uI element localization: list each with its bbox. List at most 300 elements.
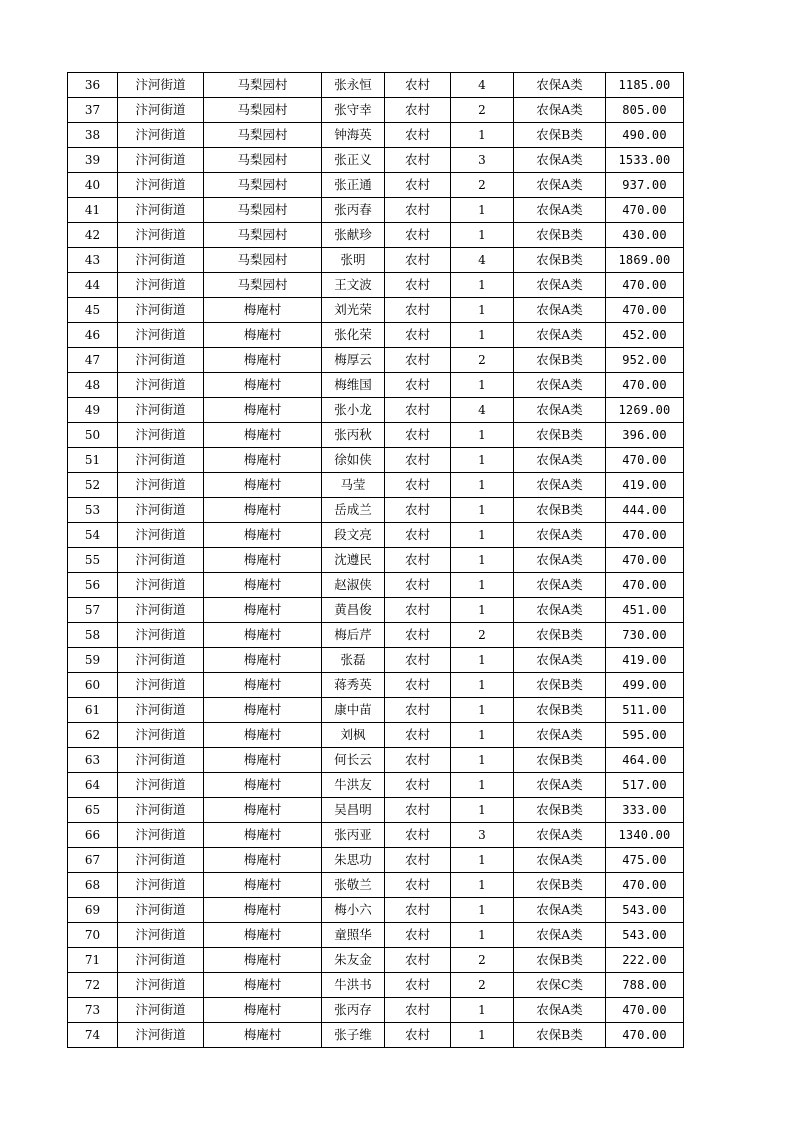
insurance-category-cell: 农保B类	[514, 948, 606, 973]
member-count-cell: 1	[451, 673, 514, 698]
street-cell: 汴河街道	[118, 348, 204, 373]
member-count-cell: 1	[451, 698, 514, 723]
insurance-category-cell: 农保B类	[514, 673, 606, 698]
insurance-category-cell: 农保A类	[514, 473, 606, 498]
member-count-cell: 1	[451, 223, 514, 248]
amount-cell: 475.00	[606, 848, 684, 873]
table-row	[68, 323, 684, 348]
member-count-cell: 2	[451, 623, 514, 648]
person-name-cell: 张丙亚	[322, 823, 385, 848]
row-number-cell: 62	[68, 723, 118, 748]
table-row	[68, 248, 684, 273]
amount-cell: 470.00	[606, 548, 684, 573]
table-row	[68, 773, 684, 798]
insurance-category-cell: 农保A类	[514, 598, 606, 623]
household-type-cell: 农村	[385, 873, 451, 898]
row-number-cell: 52	[68, 473, 118, 498]
street-cell: 汴河街道	[118, 198, 204, 223]
member-count-cell: 1	[451, 373, 514, 398]
household-type-cell: 农村	[385, 398, 451, 423]
village-cell: 梅庵村	[204, 298, 322, 323]
amount-cell: 543.00	[606, 898, 684, 923]
village-cell: 梅庵村	[204, 673, 322, 698]
street-cell: 汴河街道	[118, 498, 204, 523]
member-count-cell: 1	[451, 548, 514, 573]
row-number-cell: 69	[68, 898, 118, 923]
table-row	[68, 298, 684, 323]
household-type-cell: 农村	[385, 973, 451, 998]
insurance-category-cell: 农保A类	[514, 998, 606, 1023]
insurance-category-cell: 农保B类	[514, 623, 606, 648]
village-cell: 马梨园村	[204, 98, 322, 123]
row-number-cell: 63	[68, 748, 118, 773]
row-number-cell: 58	[68, 623, 118, 648]
amount-cell: 464.00	[606, 748, 684, 773]
table-row	[68, 123, 684, 148]
table-row	[68, 848, 684, 873]
amount-cell: 452.00	[606, 323, 684, 348]
person-name-cell: 张丙秋	[322, 423, 385, 448]
member-count-cell: 1	[451, 798, 514, 823]
person-name-cell: 张化荣	[322, 323, 385, 348]
insurance-category-cell: 农保B类	[514, 748, 606, 773]
street-cell: 汴河街道	[118, 423, 204, 448]
member-count-cell: 1	[451, 273, 514, 298]
table-row	[68, 223, 684, 248]
village-cell: 梅庵村	[204, 923, 322, 948]
person-name-cell: 沈遵民	[322, 548, 385, 573]
member-count-cell: 4	[451, 73, 514, 98]
person-name-cell: 朱思功	[322, 848, 385, 873]
insurance-category-cell: 农保A类	[514, 198, 606, 223]
person-name-cell: 岳成兰	[322, 498, 385, 523]
street-cell: 汴河街道	[118, 723, 204, 748]
table-row	[68, 448, 684, 473]
table-row	[68, 373, 684, 398]
person-name-cell: 黄昌俊	[322, 598, 385, 623]
person-name-cell: 童照华	[322, 923, 385, 948]
person-name-cell: 段文亮	[322, 523, 385, 548]
household-type-cell: 农村	[385, 248, 451, 273]
household-type-cell: 农村	[385, 573, 451, 598]
household-type-cell: 农村	[385, 548, 451, 573]
street-cell: 汴河街道	[118, 573, 204, 598]
amount-cell: 470.00	[606, 198, 684, 223]
member-count-cell: 1	[451, 1023, 514, 1048]
insurance-category-cell: 农保A类	[514, 548, 606, 573]
member-count-cell: 1	[451, 923, 514, 948]
row-number-cell: 38	[68, 123, 118, 148]
insurance-category-cell: 农保A类	[514, 73, 606, 98]
insurance-category-cell: 农保B类	[514, 348, 606, 373]
household-type-cell: 农村	[385, 373, 451, 398]
household-type-cell: 农村	[385, 423, 451, 448]
insurance-category-cell: 农保A类	[514, 523, 606, 548]
person-name-cell: 张磊	[322, 648, 385, 673]
member-count-cell: 2	[451, 948, 514, 973]
household-type-cell: 农村	[385, 848, 451, 873]
insurance-category-cell: 农保A类	[514, 773, 606, 798]
village-cell: 梅庵村	[204, 1023, 322, 1048]
amount-cell: 1869.00	[606, 248, 684, 273]
insurance-category-cell: 农保B类	[514, 698, 606, 723]
street-cell: 汴河街道	[118, 973, 204, 998]
member-count-cell: 1	[451, 898, 514, 923]
insurance-category-cell: 农保A类	[514, 298, 606, 323]
street-cell: 汴河街道	[118, 523, 204, 548]
household-type-cell: 农村	[385, 623, 451, 648]
insurance-category-cell: 农保A类	[514, 573, 606, 598]
street-cell: 汴河街道	[118, 923, 204, 948]
insurance-category-cell: 农保C类	[514, 973, 606, 998]
row-number-cell: 55	[68, 548, 118, 573]
table-row	[68, 98, 684, 123]
street-cell: 汴河街道	[118, 673, 204, 698]
person-name-cell: 张敬兰	[322, 873, 385, 898]
insurance-category-cell: 农保B类	[514, 1023, 606, 1048]
person-name-cell: 张子维	[322, 1023, 385, 1048]
village-cell: 梅庵村	[204, 423, 322, 448]
village-cell: 梅庵村	[204, 873, 322, 898]
amount-cell: 543.00	[606, 923, 684, 948]
insurance-category-cell: 农保A类	[514, 448, 606, 473]
household-type-cell: 农村	[385, 773, 451, 798]
insurance-category-cell: 农保A类	[514, 848, 606, 873]
amount-cell: 490.00	[606, 123, 684, 148]
village-cell: 马梨园村	[204, 223, 322, 248]
row-number-cell: 53	[68, 498, 118, 523]
amount-cell: 1340.00	[606, 823, 684, 848]
table-row	[68, 523, 684, 548]
table-row	[68, 923, 684, 948]
insurance-category-cell: 农保A类	[514, 648, 606, 673]
village-cell: 梅庵村	[204, 448, 322, 473]
insurance-category-cell: 农保B类	[514, 223, 606, 248]
household-type-cell: 农村	[385, 948, 451, 973]
row-number-cell: 64	[68, 773, 118, 798]
insurance-category-cell: 农保A类	[514, 373, 606, 398]
village-cell: 梅庵村	[204, 473, 322, 498]
insurance-category-cell: 农保A类	[514, 823, 606, 848]
street-cell: 汴河街道	[118, 373, 204, 398]
street-cell: 汴河街道	[118, 223, 204, 248]
person-name-cell: 张小龙	[322, 398, 385, 423]
row-number-cell: 72	[68, 973, 118, 998]
household-type-cell: 农村	[385, 923, 451, 948]
household-type-cell: 农村	[385, 123, 451, 148]
village-cell: 马梨园村	[204, 148, 322, 173]
street-cell: 汴河街道	[118, 248, 204, 273]
village-cell: 梅庵村	[204, 398, 322, 423]
member-count-cell: 1	[451, 323, 514, 348]
person-name-cell: 徐如侠	[322, 448, 385, 473]
row-number-cell: 42	[68, 223, 118, 248]
street-cell: 汴河街道	[118, 1023, 204, 1048]
village-cell: 梅庵村	[204, 373, 322, 398]
row-number-cell: 50	[68, 423, 118, 448]
table-row	[68, 598, 684, 623]
street-cell: 汴河街道	[118, 873, 204, 898]
village-cell: 马梨园村	[204, 173, 322, 198]
member-count-cell: 2	[451, 173, 514, 198]
table-row	[68, 648, 684, 673]
amount-cell: 952.00	[606, 348, 684, 373]
member-count-cell: 1	[451, 473, 514, 498]
table-row	[68, 873, 684, 898]
table-row	[68, 148, 684, 173]
table-row	[68, 498, 684, 523]
amount-cell: 470.00	[606, 273, 684, 298]
row-number-cell: 66	[68, 823, 118, 848]
amount-cell: 419.00	[606, 648, 684, 673]
row-number-cell: 57	[68, 598, 118, 623]
street-cell: 汴河街道	[118, 98, 204, 123]
street-cell: 汴河街道	[118, 823, 204, 848]
insurance-category-cell: 农保A类	[514, 148, 606, 173]
table-row	[68, 348, 684, 373]
table-row	[68, 548, 684, 573]
amount-cell: 396.00	[606, 423, 684, 448]
amount-cell: 788.00	[606, 973, 684, 998]
amount-cell: 470.00	[606, 873, 684, 898]
amount-cell: 511.00	[606, 698, 684, 723]
table-row	[68, 198, 684, 223]
household-type-cell: 农村	[385, 498, 451, 523]
household-type-cell: 农村	[385, 348, 451, 373]
row-number-cell: 46	[68, 323, 118, 348]
amount-cell: 444.00	[606, 498, 684, 523]
member-count-cell: 3	[451, 148, 514, 173]
amount-cell: 595.00	[606, 723, 684, 748]
insurance-category-cell: 农保A类	[514, 723, 606, 748]
member-count-cell: 1	[451, 573, 514, 598]
row-number-cell: 40	[68, 173, 118, 198]
village-cell: 梅庵村	[204, 623, 322, 648]
table-row	[68, 798, 684, 823]
village-cell: 梅庵村	[204, 323, 322, 348]
street-cell: 汴河街道	[118, 623, 204, 648]
amount-cell: 730.00	[606, 623, 684, 648]
amount-cell: 470.00	[606, 573, 684, 598]
street-cell: 汴河街道	[118, 298, 204, 323]
household-type-cell: 农村	[385, 823, 451, 848]
village-cell: 梅庵村	[204, 573, 322, 598]
household-type-cell: 农村	[385, 673, 451, 698]
household-type-cell: 农村	[385, 73, 451, 98]
person-name-cell: 张献珍	[322, 223, 385, 248]
member-count-cell: 1	[451, 448, 514, 473]
table-row	[68, 898, 684, 923]
row-number-cell: 60	[68, 673, 118, 698]
row-number-cell: 71	[68, 948, 118, 973]
household-type-cell: 农村	[385, 1023, 451, 1048]
household-type-cell: 农村	[385, 223, 451, 248]
table-row	[68, 973, 684, 998]
row-number-cell: 61	[68, 698, 118, 723]
amount-cell: 419.00	[606, 473, 684, 498]
street-cell: 汴河街道	[118, 948, 204, 973]
person-name-cell: 牛洪友	[322, 773, 385, 798]
amount-cell: 470.00	[606, 298, 684, 323]
household-type-cell: 农村	[385, 173, 451, 198]
insurance-category-cell: 农保A类	[514, 98, 606, 123]
person-name-cell: 赵淑侠	[322, 573, 385, 598]
member-count-cell: 1	[451, 723, 514, 748]
insurance-category-cell: 农保A类	[514, 898, 606, 923]
insurance-category-cell: 农保B类	[514, 798, 606, 823]
household-type-cell: 农村	[385, 98, 451, 123]
row-number-cell: 74	[68, 1023, 118, 1048]
member-count-cell: 1	[451, 748, 514, 773]
insurance-category-cell: 农保B类	[514, 498, 606, 523]
amount-cell: 430.00	[606, 223, 684, 248]
table-row	[68, 623, 684, 648]
person-name-cell: 钟海英	[322, 123, 385, 148]
member-count-cell: 2	[451, 348, 514, 373]
insurance-category-cell: 农保B类	[514, 873, 606, 898]
village-cell: 梅庵村	[204, 773, 322, 798]
street-cell: 汴河街道	[118, 598, 204, 623]
person-name-cell: 张丙存	[322, 998, 385, 1023]
table-row	[68, 73, 684, 98]
insurance-category-cell: 农保A类	[514, 923, 606, 948]
table-row	[68, 273, 684, 298]
village-cell: 梅庵村	[204, 748, 322, 773]
household-type-cell: 农村	[385, 598, 451, 623]
village-cell: 梅庵村	[204, 698, 322, 723]
member-count-cell: 1	[451, 998, 514, 1023]
insurance-category-cell: 农保A类	[514, 273, 606, 298]
village-cell: 梅庵村	[204, 823, 322, 848]
member-count-cell: 1	[451, 198, 514, 223]
village-cell: 梅庵村	[204, 848, 322, 873]
row-number-cell: 73	[68, 998, 118, 1023]
member-count-cell: 1	[451, 423, 514, 448]
street-cell: 汴河街道	[118, 898, 204, 923]
member-count-cell: 1	[451, 773, 514, 798]
member-count-cell: 1	[451, 598, 514, 623]
household-type-cell: 农村	[385, 798, 451, 823]
table-row	[68, 423, 684, 448]
household-type-cell: 农村	[385, 698, 451, 723]
member-count-cell: 2	[451, 98, 514, 123]
member-count-cell: 1	[451, 873, 514, 898]
amount-cell: 805.00	[606, 98, 684, 123]
person-name-cell: 刘光荣	[322, 298, 385, 323]
household-type-cell: 农村	[385, 198, 451, 223]
insurance-category-cell: 农保A类	[514, 398, 606, 423]
street-cell: 汴河街道	[118, 748, 204, 773]
amount-cell: 451.00	[606, 598, 684, 623]
person-name-cell: 康中苗	[322, 698, 385, 723]
amount-cell: 1269.00	[606, 398, 684, 423]
insurance-category-cell: 农保B类	[514, 123, 606, 148]
household-type-cell: 农村	[385, 648, 451, 673]
amount-cell: 937.00	[606, 173, 684, 198]
street-cell: 汴河街道	[118, 123, 204, 148]
member-count-cell: 1	[451, 648, 514, 673]
village-cell: 梅庵村	[204, 523, 322, 548]
street-cell: 汴河街道	[118, 473, 204, 498]
person-name-cell: 张守幸	[322, 98, 385, 123]
row-number-cell: 59	[68, 648, 118, 673]
household-type-cell: 农村	[385, 898, 451, 923]
village-cell: 梅庵村	[204, 998, 322, 1023]
table-row	[68, 998, 684, 1023]
table-row	[68, 473, 684, 498]
person-name-cell: 朱友金	[322, 948, 385, 973]
village-cell: 梅庵村	[204, 598, 322, 623]
street-cell: 汴河街道	[118, 323, 204, 348]
row-number-cell: 45	[68, 298, 118, 323]
member-count-cell: 1	[451, 298, 514, 323]
village-cell: 梅庵村	[204, 348, 322, 373]
member-count-cell: 4	[451, 398, 514, 423]
member-count-cell: 1	[451, 523, 514, 548]
member-count-cell: 1	[451, 123, 514, 148]
street-cell: 汴河街道	[118, 798, 204, 823]
member-count-cell: 1	[451, 498, 514, 523]
insurance-category-cell: 农保B类	[514, 423, 606, 448]
table-row	[68, 748, 684, 773]
member-count-cell: 3	[451, 823, 514, 848]
household-type-cell: 农村	[385, 148, 451, 173]
person-name-cell: 吴昌明	[322, 798, 385, 823]
person-name-cell: 蒋秀英	[322, 673, 385, 698]
row-number-cell: 41	[68, 198, 118, 223]
person-name-cell: 梅厚云	[322, 348, 385, 373]
person-name-cell: 王文波	[322, 273, 385, 298]
member-count-cell: 2	[451, 973, 514, 998]
person-name-cell: 梅小六	[322, 898, 385, 923]
row-number-cell: 67	[68, 848, 118, 873]
table-body	[68, 73, 684, 1048]
street-cell: 汴河街道	[118, 773, 204, 798]
street-cell: 汴河街道	[118, 648, 204, 673]
household-type-cell: 农村	[385, 723, 451, 748]
person-name-cell: 张明	[322, 248, 385, 273]
street-cell: 汴河街道	[118, 273, 204, 298]
row-number-cell: 68	[68, 873, 118, 898]
row-number-cell: 56	[68, 573, 118, 598]
household-type-cell: 农村	[385, 448, 451, 473]
row-number-cell: 51	[68, 448, 118, 473]
person-name-cell: 牛洪书	[322, 973, 385, 998]
village-cell: 马梨园村	[204, 123, 322, 148]
amount-cell: 470.00	[606, 523, 684, 548]
household-type-cell: 农村	[385, 998, 451, 1023]
table-row	[68, 573, 684, 598]
street-cell: 汴河街道	[118, 173, 204, 198]
row-number-cell: 36	[68, 73, 118, 98]
household-type-cell: 农村	[385, 748, 451, 773]
amount-cell: 470.00	[606, 1023, 684, 1048]
row-number-cell: 43	[68, 248, 118, 273]
table-row	[68, 698, 684, 723]
street-cell: 汴河街道	[118, 848, 204, 873]
insurance-category-cell: 农保A类	[514, 173, 606, 198]
person-name-cell: 梅后芹	[322, 623, 385, 648]
table-row	[68, 673, 684, 698]
row-number-cell: 47	[68, 348, 118, 373]
household-type-cell: 农村	[385, 323, 451, 348]
person-name-cell: 梅维国	[322, 373, 385, 398]
village-cell: 马梨园村	[204, 248, 322, 273]
village-cell: 梅庵村	[204, 948, 322, 973]
person-name-cell: 刘枫	[322, 723, 385, 748]
street-cell: 汴河街道	[118, 998, 204, 1023]
table-row	[68, 823, 684, 848]
